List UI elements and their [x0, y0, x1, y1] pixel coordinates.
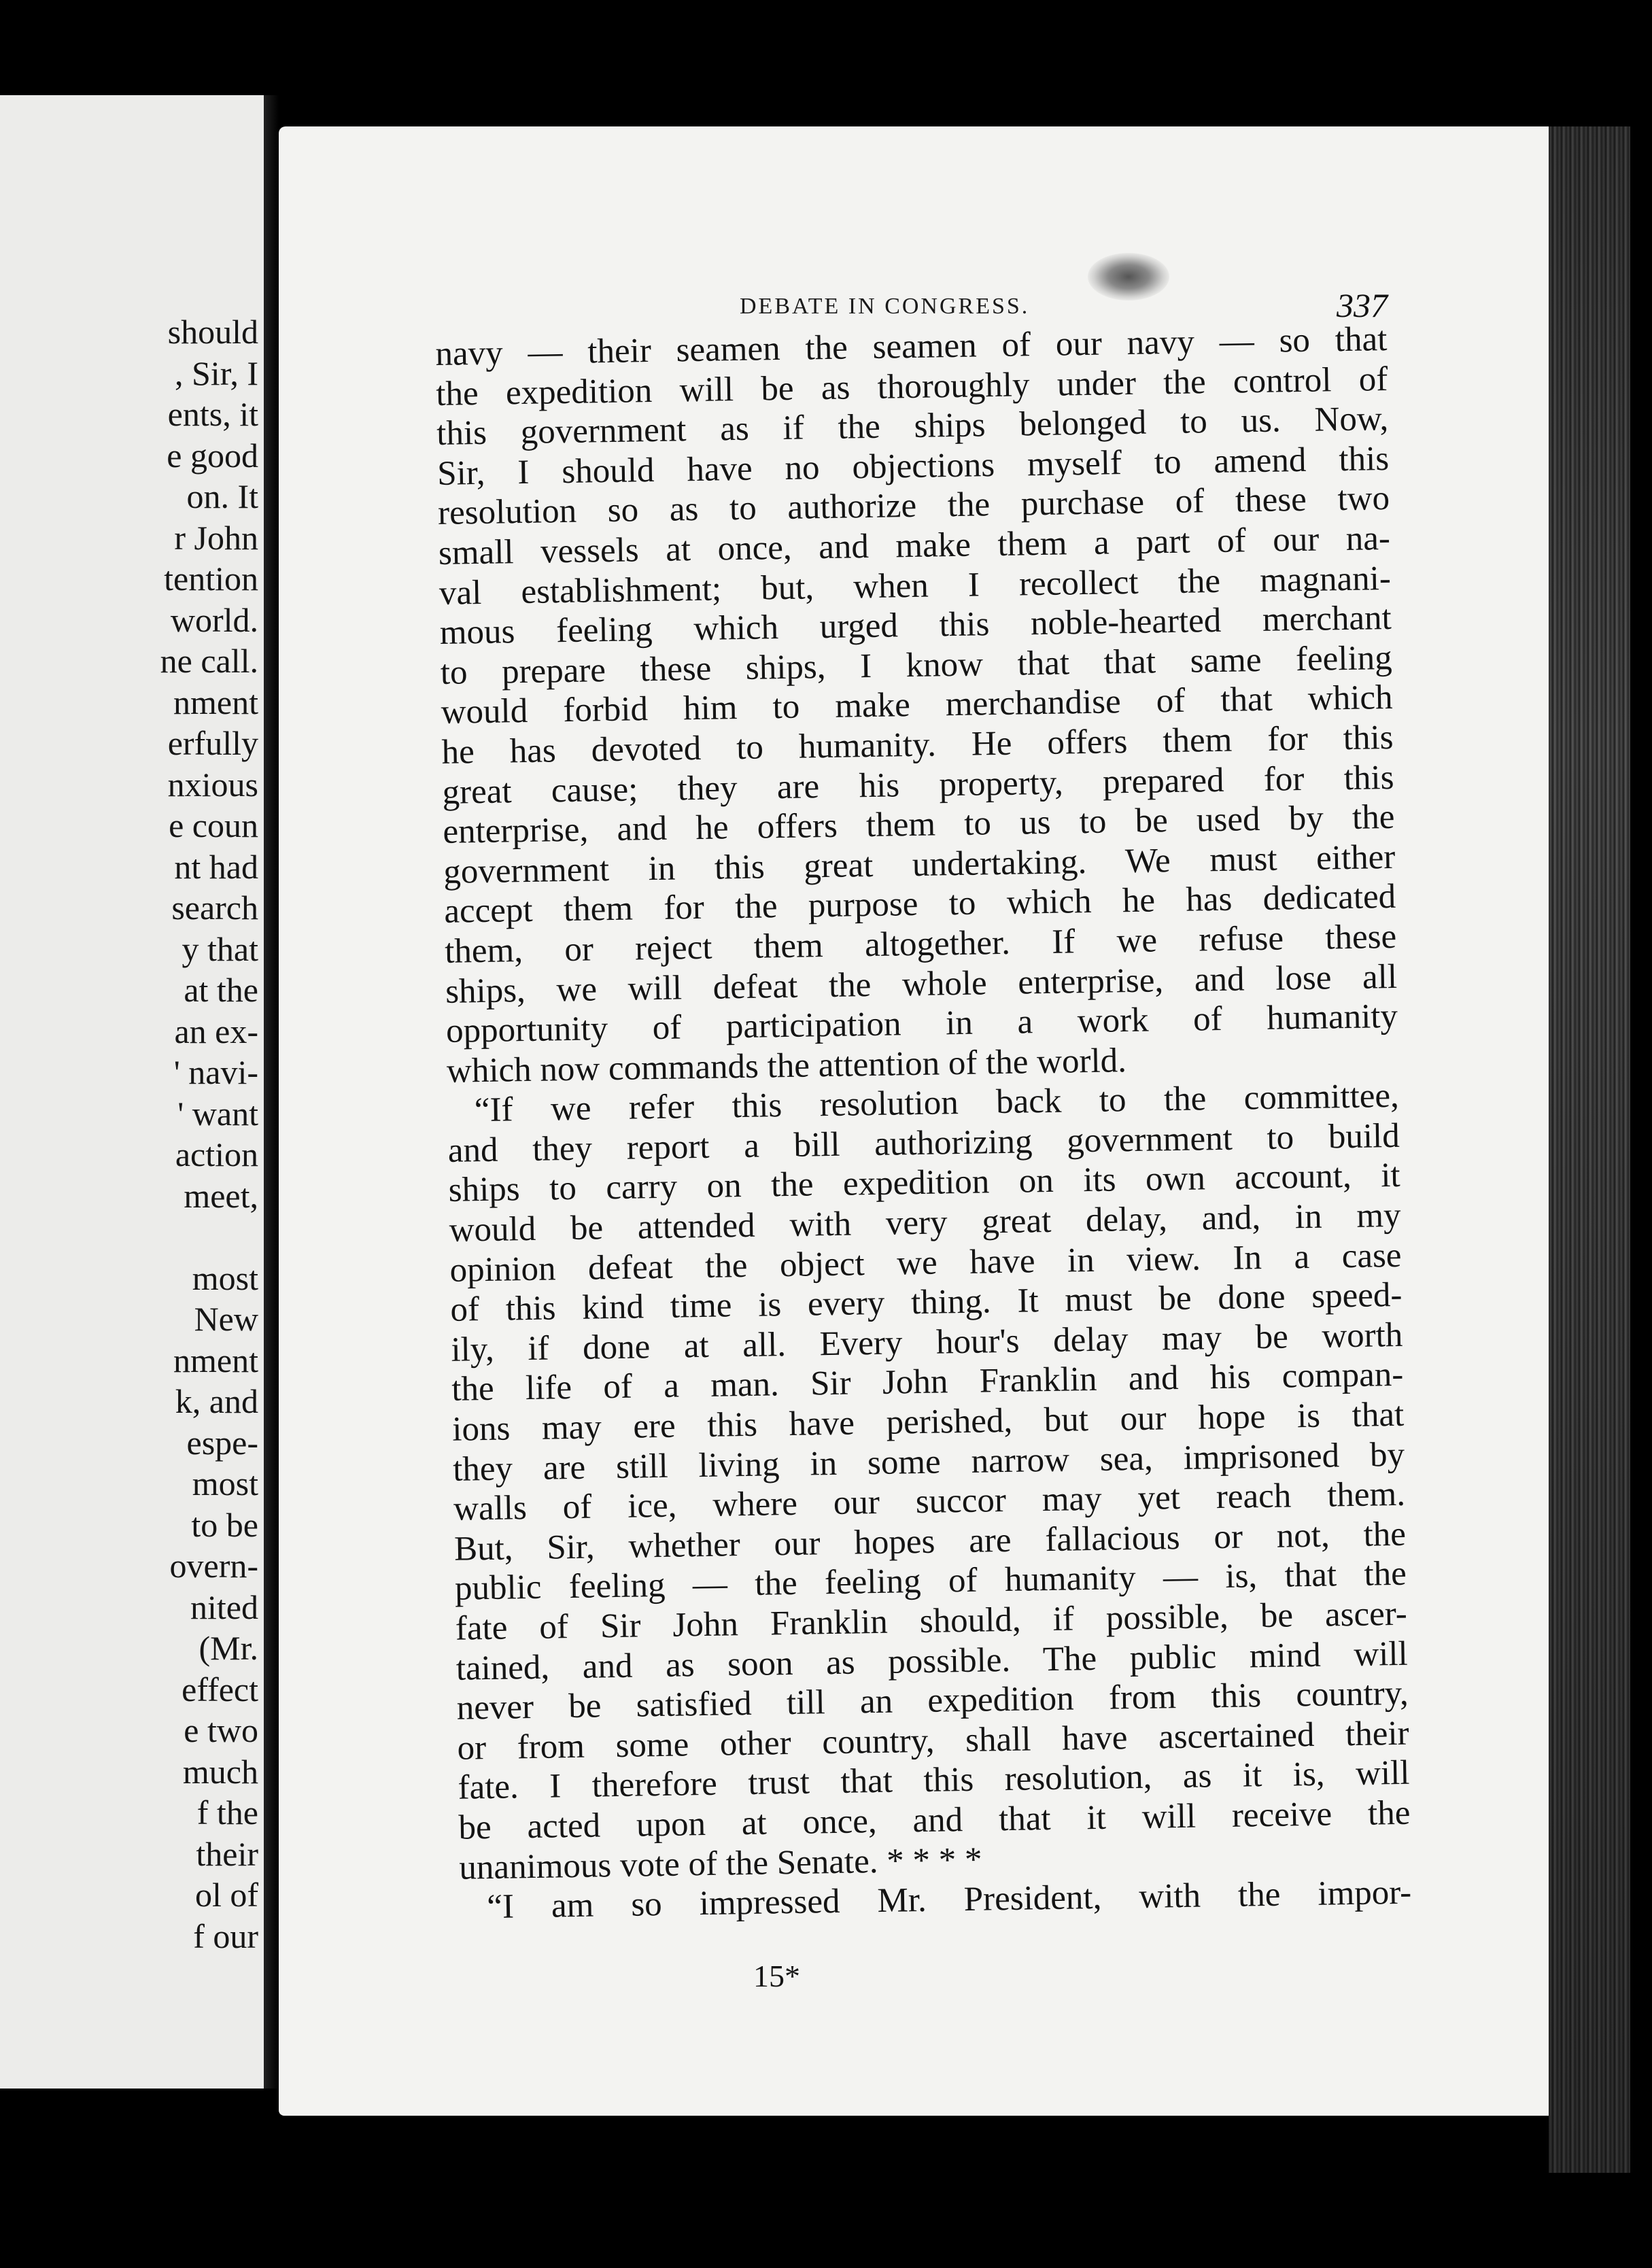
- left-line: ol of: [194, 1876, 258, 1914]
- text-line: Sir, I should have no objections myself to amend this: [436, 439, 1390, 493]
- text-line: would be attended with very great delay, and, in my: [449, 1196, 1401, 1250]
- text-line: never be satisfied till an expedition from this country,: [456, 1674, 1409, 1728]
- text-line: walls of ice, where our succor may yet reach them.: [453, 1475, 1406, 1529]
- left-line: nxious: [167, 765, 258, 804]
- left-line: their: [196, 1834, 258, 1873]
- left-line: overn-: [169, 1547, 258, 1585]
- left-line: effect: [182, 1670, 258, 1708]
- left-line: nt had: [174, 847, 258, 886]
- left-line: world.: [170, 600, 258, 639]
- left-line: erfully: [167, 724, 258, 762]
- text-line: he has devoted to humanity. He offers them for this: [441, 718, 1394, 772]
- left-line: at the: [184, 971, 258, 1009]
- left-line: tention: [164, 560, 258, 598]
- left-line: search: [171, 889, 258, 927]
- text-line: “I am so impressed Mr. President, with the impor-: [486, 1873, 1412, 1927]
- text-line: “If we refer this resolution back to the committee,: [474, 1077, 1400, 1130]
- left-line: e two: [184, 1711, 258, 1749]
- left-page: [0, 95, 264, 2089]
- left-line: ' want: [177, 1094, 258, 1133]
- text-line: public feeling — the feeling of humanity — is, that the: [454, 1555, 1407, 1609]
- text-line: But, Sir, whether our hopes are fallacious or not, the: [453, 1515, 1407, 1568]
- text-line: which now commands the attention of the world.: [446, 1041, 1127, 1090]
- text-line: government in this great undertaking. We must either: [443, 838, 1396, 891]
- text-line: the life of a man. Sir John Franklin and his compan-: [451, 1356, 1404, 1409]
- text-line: would forbid him to make merchandise of that which: [441, 678, 1394, 732]
- text-line: of this kind time is every thing. It must be done speed-: [450, 1276, 1403, 1330]
- left-line: New: [194, 1300, 258, 1338]
- text-line: be acted upon at once, and that it will receive the: [458, 1793, 1411, 1847]
- left-line: ' navi-: [173, 1053, 258, 1091]
- left-line: k, and: [175, 1382, 258, 1420]
- page-number: 337: [1337, 286, 1388, 324]
- text-line: fate of Sir John Franklin should, if possible, be ascer-: [455, 1594, 1408, 1648]
- text-line: ships, we will defeat the whole enterprise, and lose all: [445, 957, 1398, 1011]
- text-line: tained, and as soon as possible. The public mind will: [455, 1634, 1409, 1688]
- left-line: f the: [196, 1793, 258, 1832]
- left-line: action: [175, 1135, 258, 1173]
- text-line: enterprise, and he offers them to us to be used by the: [443, 798, 1395, 852]
- text-line: them, or reject them altogether. If we refuse these: [444, 917, 1397, 971]
- left-line: much: [182, 1752, 258, 1791]
- left-line: most: [192, 1258, 258, 1297]
- left-line: to be: [191, 1505, 258, 1544]
- text-line: navy — their seamen the seamen of our navy — so that: [435, 320, 1388, 373]
- spine-gutter: [264, 95, 279, 2089]
- left-line: f our: [193, 1917, 258, 1955]
- left-line: an ex-: [174, 1012, 258, 1050]
- text-line: fate. I therefore trust that this resolution, as it is, will: [458, 1754, 1410, 1808]
- left-line: nited: [190, 1587, 258, 1626]
- text-line: opinion defeat the object we have in view. In a case: [449, 1236, 1402, 1290]
- left-line: [0, 1216, 258, 1258]
- left-line: nment: [173, 1341, 258, 1379]
- signature-mark: 15*: [753, 1959, 800, 1993]
- text-line: unanimous vote of the Senate. * * * *: [458, 1840, 982, 1887]
- text-line: to prepare these ships, I know that that same feeling: [440, 638, 1393, 692]
- text-line: ily, if done at all. Every hour's delay may be worth: [451, 1316, 1403, 1369]
- text-line: val establishment; but, when I recollect the magnani-: [438, 559, 1392, 613]
- text-line: great cause; they are his property, prepared for this: [442, 758, 1394, 812]
- text-line: ions may ere this have perished, but our hope is that: [451, 1395, 1405, 1449]
- body-text: [435, 320, 1412, 1927]
- text-line: or from some other country, shall have ascertained their: [457, 1714, 1409, 1768]
- left-line: ents, it: [167, 395, 258, 433]
- left-line: should: [167, 313, 258, 351]
- left-line: nment: [173, 683, 258, 721]
- text-line: ships to carry on the expedition on its own account, it: [448, 1156, 1401, 1210]
- left-line: meet,: [184, 1176, 258, 1215]
- left-line: (Mr.: [199, 1629, 258, 1667]
- text-line: this government as if the ships belonged to us. Now,: [436, 400, 1389, 453]
- text-line: they are still living in some narrow sea, imprisoned by: [452, 1435, 1405, 1489]
- left-line: , Sir, I: [175, 354, 258, 392]
- text-line: the expedition will be as thoroughly under the control of: [435, 360, 1388, 413]
- text-line: small vessels at once, and make them a part of our na-: [438, 519, 1391, 572]
- left-page-text: [0, 311, 258, 1957]
- page-edges: [1549, 126, 1630, 2173]
- text-line: opportunity of participation in a work of humanity: [445, 997, 1398, 1050]
- text-line: accept them for the purpose to which he has dedicated: [443, 878, 1396, 931]
- text-line: resolution so as to authorize the purchase of these two: [437, 479, 1390, 533]
- left-line: e coun: [169, 806, 258, 844]
- text-line: and they report a bill authorizing government to build: [447, 1116, 1400, 1170]
- left-line: most: [192, 1464, 258, 1502]
- left-line: y that: [182, 929, 258, 968]
- left-line: espe-: [186, 1423, 258, 1462]
- ink-blot: [1088, 253, 1169, 300]
- left-line: e good: [167, 436, 258, 475]
- left-line: r John: [174, 518, 258, 557]
- left-line: ne call.: [160, 642, 258, 680]
- text-line: mous feeling which urged this noble-hearted merchant: [439, 599, 1392, 653]
- running-head: DEBATE IN CONGRESS.: [740, 294, 1030, 319]
- left-line: on. It: [186, 477, 258, 515]
